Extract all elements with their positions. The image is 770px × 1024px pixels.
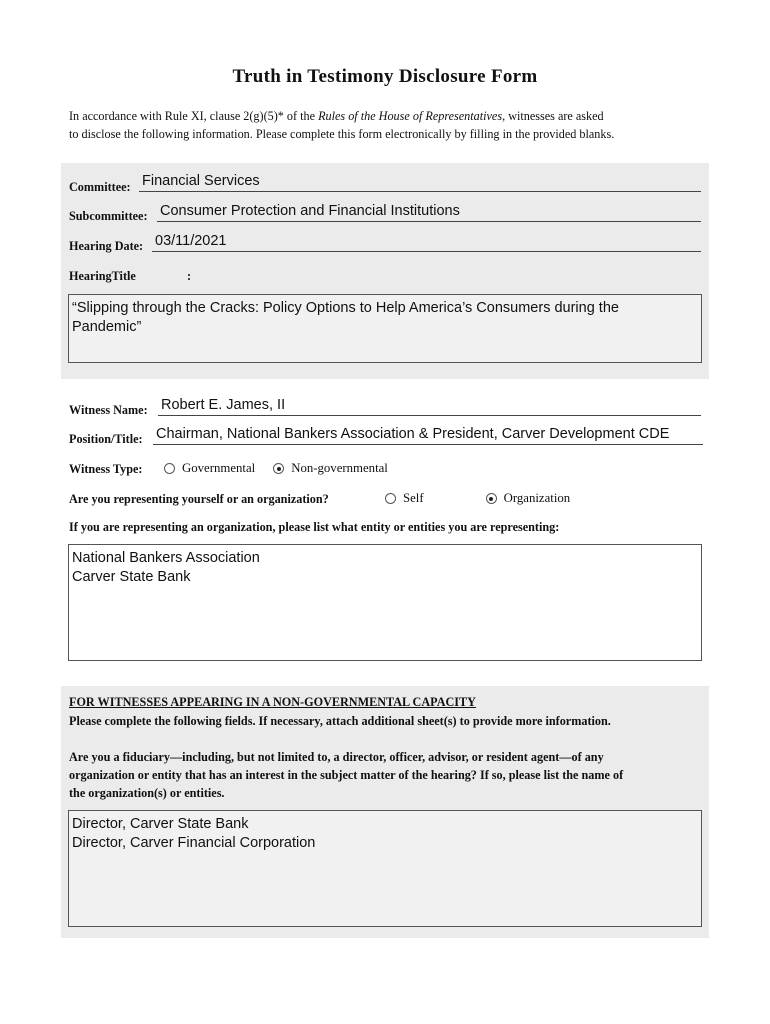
committee-field[interactable]: Financial Services (139, 173, 701, 192)
representing-label: Are you representing yourself or an organization? (69, 492, 329, 506)
form-title: Truth in Testimony Disclosure Form (232, 66, 538, 87)
witness-type-options (164, 461, 388, 476)
radio-non-governmental-label: Non-governmental (291, 461, 388, 475)
non-governmental-subheading: Please complete the following fields. If necessary, attach additional sheet(s) to provide more information. (69, 714, 611, 728)
fiduciary-answer-item: Director, Carver Financial Corporation (72, 835, 316, 851)
entities-label: If you are representing an organization, please list what entity or entities you are representing: (69, 520, 560, 534)
intro-line2: to disclose the following information. Please complete this form electronically by filling in the provided blanks. (69, 127, 615, 141)
intro-line1-a: In accordance with Rule XI, clause 2(g)(5)* of the (69, 109, 319, 123)
entities-box[interactable] (68, 544, 702, 661)
radio-governmental-circle[interactable] (164, 463, 175, 474)
hearing-date-label: Hearing Date: (69, 239, 144, 253)
hearing-title-line2: Pandemic” (72, 319, 142, 335)
radio-governmental[interactable] (164, 461, 255, 476)
hearing-title-label: HearingTitle (69, 269, 136, 283)
witness-name-field[interactable]: Robert E. James, II (158, 397, 701, 416)
hearing-date-field[interactable]: 03/11/2021 (152, 233, 701, 252)
committee-label: Committee: (69, 180, 131, 194)
fiduciary-question-line3: the organization(s) or entities. (69, 786, 225, 800)
fiduciary-answer-item: Director, Carver State Bank (72, 816, 249, 832)
radio-self-label: Self (403, 491, 424, 505)
hearing-title-line1: “Slipping through the Cracks: Policy Options to Help America’s Consumers during the (72, 300, 619, 316)
entity-item: Carver State Bank (72, 569, 191, 585)
hearing-title-colon: : (187, 269, 192, 283)
subcommittee-field[interactable]: Consumer Protection and Financial Institutions (157, 203, 701, 222)
witness-name-label: Witness Name: (69, 403, 148, 417)
position-title-field[interactable]: Chairman, National Bankers Association & President, Carver Development CDE (153, 426, 703, 445)
intro-line1-b: , witnesses are asked (502, 109, 604, 123)
non-governmental-heading: FOR WITNESSES APPEARING IN A NON-GOVERNMENTAL CAPACITY (69, 695, 476, 709)
radio-non-governmental[interactable] (273, 461, 388, 476)
witness-type-label: Witness Type: (69, 462, 143, 476)
fiduciary-question-line2: organization or entity that has an interest in the subject matter of the hearing? If so, please list the name of (69, 768, 624, 782)
representing-options (385, 491, 570, 506)
position-title-label: Position/Title: (69, 432, 143, 446)
radio-self[interactable] (385, 491, 424, 506)
intro-text (69, 107, 709, 143)
radio-non-governmental-circle[interactable] (273, 463, 284, 474)
fiduciary-question-line1: Are you a fiduciary—including, but not limited to, a director, officer, advisor, or resident agent—of any (69, 750, 604, 764)
radio-governmental-label: Governmental (182, 461, 256, 475)
fiduciary-answer-box[interactable] (68, 810, 702, 927)
intro-rules-title: Rules of the House of Representatives (318, 109, 503, 123)
entity-item: National Bankers Association (72, 550, 260, 566)
subcommittee-label: Subcommittee: (69, 209, 148, 223)
hearing-title-box[interactable] (68, 294, 702, 363)
radio-organization-circle[interactable] (486, 493, 497, 504)
radio-organization[interactable] (486, 491, 571, 506)
radio-organization-label: Organization (503, 491, 571, 505)
radio-self-circle[interactable] (385, 493, 396, 504)
